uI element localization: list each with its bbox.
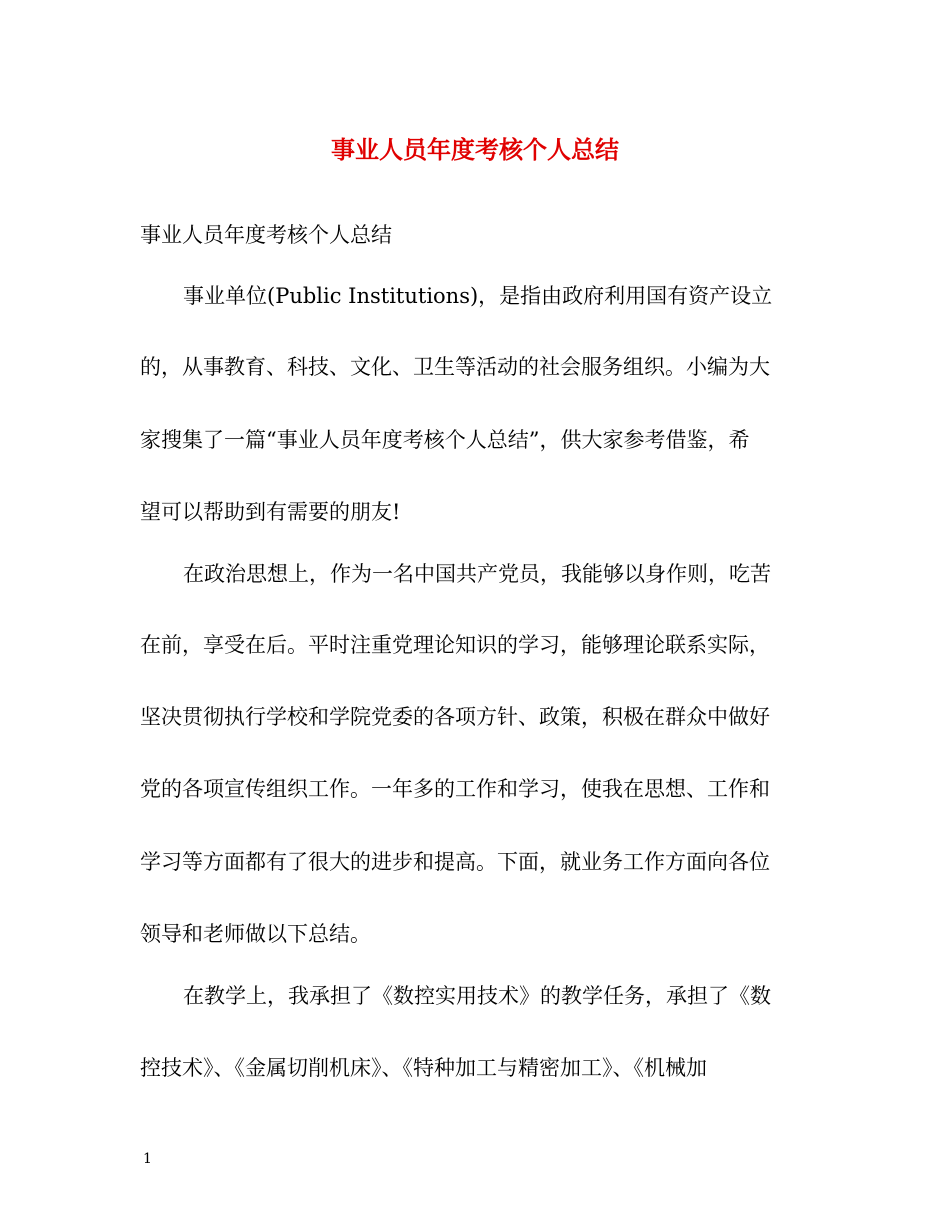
document-title: 事业人员年度考核个人总结 (331, 135, 619, 164)
paragraph-line: 家搜集了一篇“事业人员年度考核个人总结”，供大家参考借鉴，希 (140, 428, 750, 452)
paragraph-line: 控技术》、《金属切削机床》、《特种加工与精密加工》、《机械加 (140, 1056, 707, 1080)
paragraph-line: 在政治思想上，作为一名中国共产党员，我能够以身作则，吃苦 (183, 562, 771, 586)
paragraph-line: 领导和老师做以下总结。 (140, 922, 371, 946)
paragraph-line: 在教学上，我承担了《数控实用技术》的教学任务，承担了《数 (183, 984, 771, 1008)
paragraph-line: 望可以帮助到有需要的朋友! (140, 500, 401, 524)
paragraph-line: 在前，享受在后。平时注重党理论知识的学习，能够理论联系实际， (140, 633, 770, 657)
document-subtitle: 事业人员年度考核个人总结 (140, 223, 392, 247)
paragraph-line: 事业单位(Public Institutions)，是指由政府利用国有资产设立 (183, 284, 773, 308)
paragraph-line: 的，从事教育、科技、文化、卫生等活动的社会服务组织。小编为大 (140, 355, 770, 379)
paragraph-line: 坚决贯彻执行学校和学院党委的各项方针、政策，积极在群众中做好 (140, 705, 770, 729)
page-number: 1 (143, 1151, 152, 1167)
paragraph-line: 党的各项宣传组织工作。一年多的工作和学习，使我在思想、工作和 (140, 777, 770, 801)
paragraph-line: 学习等方面都有了很大的进步和提高。下面，就业务工作方面向各位 (140, 850, 770, 874)
